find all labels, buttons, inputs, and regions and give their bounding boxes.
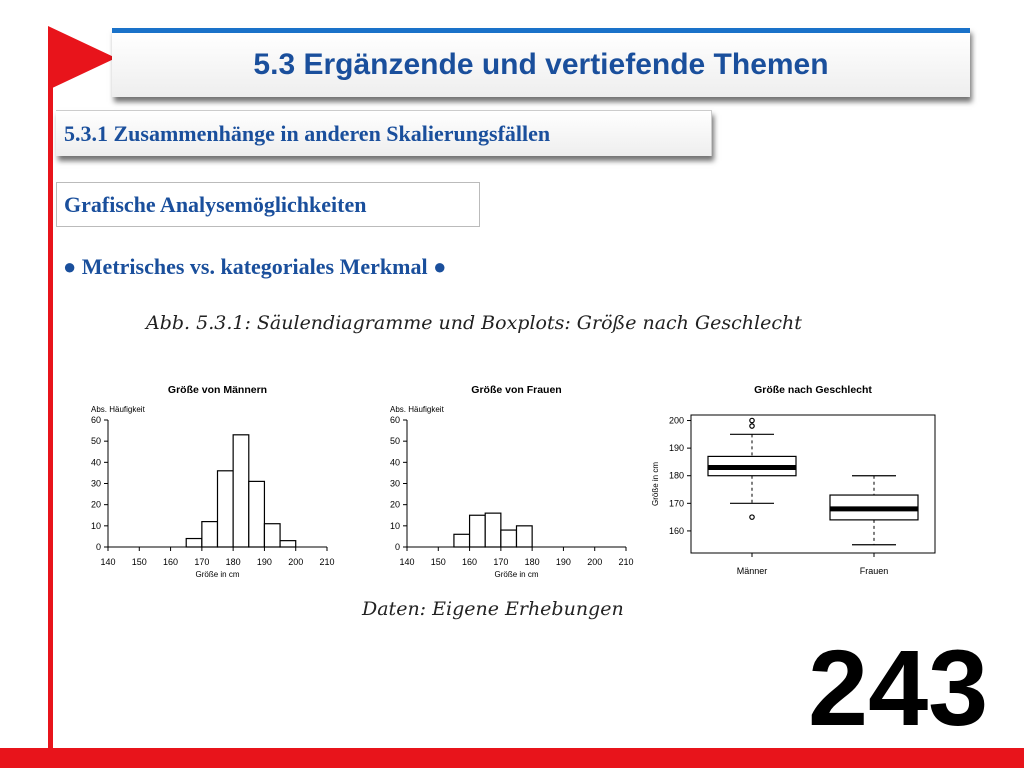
page-number: 243 (808, 627, 989, 748)
y-tick-label: 30 (389, 478, 400, 489)
y-tick-label: 50 (389, 436, 400, 447)
men-bar-4 (249, 481, 265, 547)
y-tick-label: 60 (90, 415, 101, 425)
x-tick-label: 190 (555, 557, 571, 567)
men-bar-5 (264, 524, 280, 547)
y-tick-label: 180 (668, 470, 684, 481)
y-axis-label: Abs. Häufigkeit (91, 405, 145, 414)
red-vertical-line (48, 30, 53, 750)
y-tick-label: 60 (389, 415, 400, 425)
x-tick-label: 200 (587, 557, 603, 567)
men-bar-3 (233, 435, 249, 547)
y-tick-label: 0 (95, 542, 101, 552)
x-tick-label: 190 (256, 557, 272, 567)
page-title: 5.3 Ergänzende und vertiefende Themen (253, 48, 829, 81)
red-flag-icon (48, 26, 116, 90)
men-bar-0 (186, 539, 202, 547)
subsection-heading: Grafische Analysemöglichkeiten (64, 191, 367, 217)
plot-frame (691, 415, 935, 553)
subsection-box (56, 182, 480, 227)
x-axis-label: Größe in cm (494, 570, 539, 579)
section-subtitle: 5.3.1 Zusammenhänge in anderen Skalierungsfällen (64, 120, 551, 146)
women-bar-2 (485, 513, 501, 547)
outlier-point (750, 418, 754, 422)
y-tick-label: 170 (668, 498, 684, 509)
y-axis-label: Größe in cm (651, 461, 660, 507)
x-tick-label: 140 (100, 557, 116, 567)
histogram-men (84, 378, 344, 593)
outlier-point (750, 515, 754, 519)
men-bar-2 (218, 471, 234, 547)
y-tick-label: 160 (668, 525, 684, 536)
women-bar-1 (470, 515, 486, 547)
outlier-point (750, 424, 754, 428)
x-tick-label: 210 (319, 557, 335, 567)
x-tick-label: 150 (131, 557, 147, 567)
men-bar-1 (202, 522, 218, 547)
y-tick-label: 40 (389, 457, 400, 468)
y-tick-label: 20 (389, 499, 400, 510)
x-tick-label: 170 (194, 557, 210, 567)
x-tick-label: 180 (524, 557, 540, 567)
y-tick-label: 10 (389, 520, 400, 531)
title-banner (112, 28, 970, 97)
x-tick-label: 140 (399, 557, 415, 567)
figure-caption: Abb. 5.3.1: Säulendiagramme und Boxplots: Größe nach Geschlecht (146, 312, 802, 334)
y-tick-label: 200 (668, 415, 684, 426)
y-axis-label: Abs. Häufigkeit (390, 405, 444, 414)
x-tick-label: 200 (288, 557, 304, 567)
category-label: Männer (736, 566, 768, 576)
chart-title: Größe von Männern (167, 384, 268, 396)
category-label: Frauen (859, 566, 889, 576)
x-tick-label: 180 (225, 557, 241, 567)
boxplot-gender (645, 378, 945, 593)
chart-title: Größe von Frauen (471, 384, 562, 396)
chart-title: Größe nach Geschlecht (754, 384, 872, 396)
x-axis-label: Größe in cm (195, 570, 240, 579)
y-tick-label: 10 (90, 520, 101, 531)
y-tick-label: 50 (90, 436, 101, 447)
histogram-women (383, 378, 643, 593)
bullet-heading: ● Metrisches vs. kategoriales Merkmal ● (63, 254, 447, 279)
women-bar-0 (454, 534, 470, 547)
data-source-caption: Daten: Eigene Erhebungen (362, 598, 624, 620)
x-tick-label: 160 (462, 557, 478, 567)
y-tick-label: 20 (90, 499, 101, 510)
x-tick-label: 160 (163, 557, 179, 567)
y-tick-label: 0 (394, 542, 400, 552)
subtitle-banner (56, 110, 712, 156)
x-tick-label: 210 (618, 557, 634, 567)
red-bottom-bar (0, 748, 1024, 768)
women-bar-4 (517, 526, 533, 547)
women-bar-3 (501, 530, 517, 547)
x-tick-label: 150 (430, 557, 446, 567)
y-tick-label: 30 (90, 478, 101, 489)
y-tick-label: 40 (90, 457, 101, 468)
x-tick-label: 170 (493, 557, 509, 567)
y-tick-label: 190 (668, 443, 684, 454)
men-bar-6 (280, 541, 296, 547)
